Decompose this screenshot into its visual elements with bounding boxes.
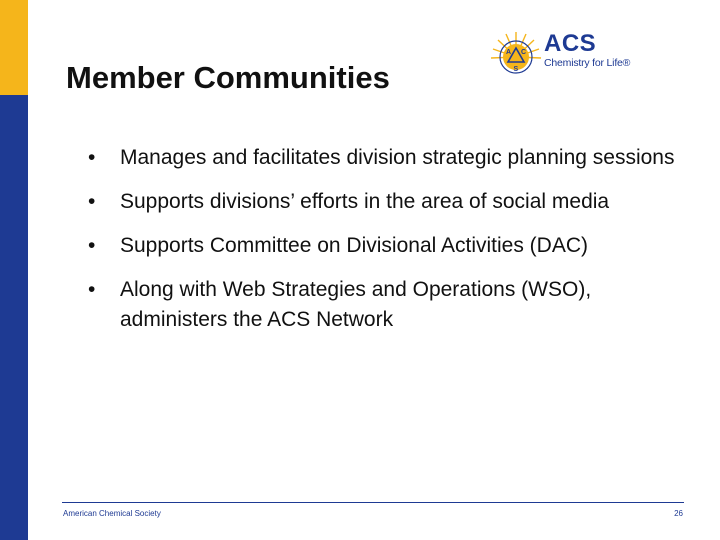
- bullet-item: [88, 231, 698, 261]
- accent-bar-blue: [0, 95, 28, 540]
- bullet-list: [88, 143, 698, 335]
- slide-title: Member Communities: [66, 60, 390, 95]
- acs-emblem-icon: [488, 30, 544, 82]
- logo-wordmark: ACS: [544, 30, 597, 57]
- footer-divider: [62, 502, 684, 503]
- bullet-dot-icon: •: [88, 278, 96, 301]
- bullet-dot-icon: •: [88, 146, 96, 169]
- footer-organization: American Chemical Society: [63, 509, 161, 518]
- page-number: 26: [674, 509, 683, 518]
- bullet-text: Supports divisions’ efforts in the area of social media: [120, 190, 610, 213]
- bullet-dot-icon: •: [88, 234, 96, 257]
- emblem-letter-c: C: [521, 49, 527, 56]
- emblem-letter-a: A: [506, 49, 512, 56]
- bullet-text: Along with Web Strategies and Operations (WSO), administers the ACS Network: [120, 278, 592, 331]
- bullet-item: [88, 143, 698, 173]
- bullet-item: [88, 187, 698, 217]
- bullet-text: Supports Committee on Divisional Activities (DAC): [120, 234, 588, 257]
- bullet-text: Manages and facilitates division strategic planning sessions: [120, 146, 675, 169]
- bullet-item: [88, 275, 698, 335]
- logo-tagline: Chemistry for Life®: [544, 57, 631, 69]
- accent-bar-yellow: [0, 0, 28, 95]
- bullet-dot-icon: •: [88, 190, 96, 213]
- acs-logo: [488, 30, 648, 82]
- emblem-letter-s: S: [513, 66, 519, 73]
